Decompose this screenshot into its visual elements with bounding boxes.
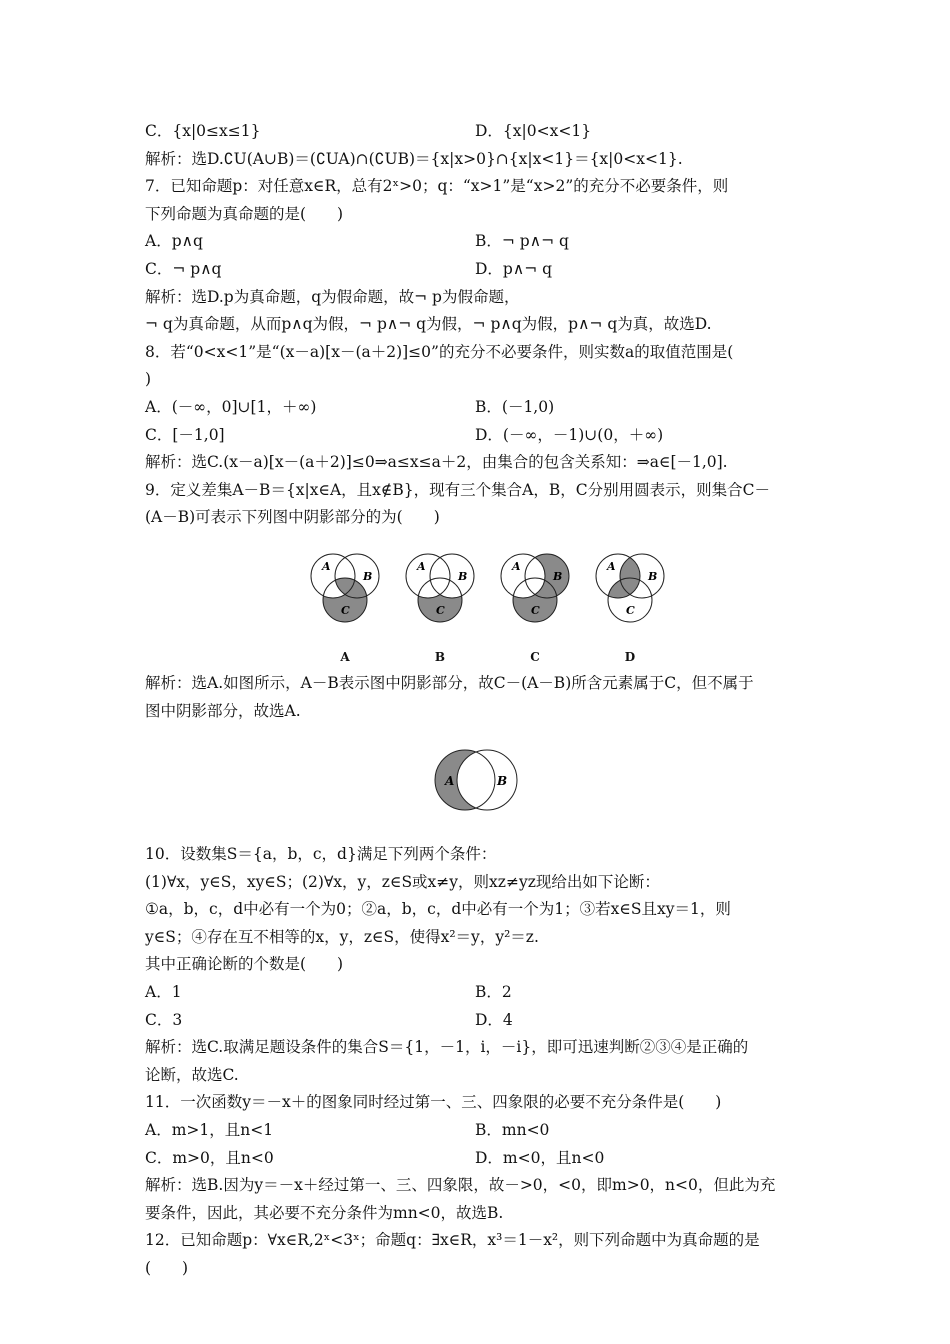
question-12-line1: 12．已知命题p：∀x∈R,2ˣ<3ˣ；命题q：∃x∈R，x³＝1－x²，则下列命题中为真命题的是	[145, 1231, 760, 1250]
solution-7-line1: 解析：选D.p为真命题，q为假命题，故¬ p为假命题，	[145, 287, 520, 306]
option-a: A．p∧q	[145, 232, 203, 251]
option-row	[145, 118, 815, 146]
venn-diagram	[495, 536, 575, 646]
option-b: B．¬ p∧¬ q	[475, 232, 569, 251]
option-c: C．¬ p∧q	[145, 259, 222, 278]
question-8-line2: )	[145, 370, 152, 389]
venn-option-b	[400, 536, 480, 664]
option-b: B．mn<0	[475, 1121, 550, 1140]
option-label: A	[340, 649, 350, 664]
label-a: A	[607, 559, 616, 573]
solution-9-line2: 图中阴影部分，故选A.	[145, 701, 301, 720]
venn-option-a	[305, 536, 385, 664]
question-9-line2: (A－B)可表示下列图中阴影部分的为( )	[145, 508, 440, 527]
solution-6: 解析：选D.∁U(A∪B)＝(∁UA)∩(∁UB)＝{x|x>0}∩{x|x<1}＝{x|0<x<1}.	[145, 149, 683, 168]
option-c: C．m>0，且n<0	[145, 1148, 274, 1167]
solution-11-line2: 要条件，因此，其必要不充分条件为mn<0，故选B.	[145, 1203, 504, 1222]
option-c: C．3	[145, 1010, 183, 1029]
venn-diagram	[305, 536, 385, 646]
option-c: C．{x|0≤x≤1}	[145, 122, 261, 140]
venn-option-d	[590, 536, 670, 664]
solution-9-line1: 解析：选A.如图所示，A－B表示图中阴影部分，故C－(A－B)所含元素属于C，但不属于	[145, 673, 754, 692]
question-7-line2: 下列命题为真命题的是( )	[145, 204, 344, 223]
option-a: A．m>1，且n<1	[145, 1121, 274, 1140]
option-row	[145, 422, 815, 450]
question-10-line5: 其中正确论断的个数是( )	[145, 955, 344, 974]
option-row	[145, 1007, 815, 1035]
label-a: A	[417, 559, 426, 573]
option-row	[145, 1117, 815, 1145]
question-8-line1: 8．若“0<x<1”是“(x－a)[x－(a＋2)]≤0”的充分不必要条件，则实数a的取值范围是(	[145, 342, 734, 361]
option-d: D．4	[475, 1010, 513, 1029]
option-d: D．m<0，且n<0	[475, 1148, 605, 1167]
venn-diagram	[427, 735, 527, 825]
label-b: B	[648, 569, 658, 583]
question-10-line3: ①a，b，c，d中必有一个为0；②a，b，c，d中必有一个为1；③若x∈S且xy＝1，则	[145, 900, 731, 919]
label-b: B	[497, 774, 508, 789]
question-12-line2: ( )	[145, 1259, 189, 1277]
label-a: A	[322, 559, 331, 573]
label-c: C	[436, 603, 445, 617]
solution-10-line2: 论断，故选C.	[145, 1065, 239, 1084]
venn-diagram	[400, 536, 480, 646]
option-d: D．{x|0<x<1}	[475, 122, 592, 140]
question-9-line1: 9．定义差集A－B＝{x|x∈A，且x∉B}，现有三个集合A，B，C分别用圆表示，则集合C－	[145, 480, 770, 499]
venn-diagram	[590, 536, 670, 646]
option-c: C．[－1,0]	[145, 425, 225, 444]
option-d: D．p∧¬ q	[475, 259, 553, 278]
question-11: 11．一次函数y＝－x＋的图象同时经过第一、三、四象限的必要不充分条件是( )	[145, 1093, 722, 1112]
option-label: C	[530, 649, 540, 664]
solution-11-line1: 解析：选B.因为y＝－x＋经过第一、三、四象限，故－>0，<0，即m>0，n<0，但此为充	[145, 1176, 776, 1195]
option-label: B	[434, 649, 446, 664]
question-10-line1: 10．设数集S＝{a，b，c，d}满足下列两个条件：	[145, 845, 497, 864]
option-b: B．2	[475, 983, 512, 1002]
solution-7-line2: ¬ q为真命题，从而p∧q为假，¬ p∧¬ q为假，¬ p∧q为假，p∧¬ q为真，故选D.	[145, 315, 712, 334]
solution-10-line1: 解析：选C.取满足题设条件的集合S＝{1，－1，i，－i}，即可迅速判断②③④是正确的	[145, 1038, 749, 1057]
label-c: C	[531, 603, 540, 617]
solution-8: 解析：选C.(x－a)[x－(a＋2)]≤0⇒a≤x≤a＋2，由集合的包含关系知：⇒a∈[－1,0].	[145, 453, 728, 472]
option-row	[145, 1145, 815, 1173]
option-row	[145, 256, 815, 284]
label-c: C	[626, 603, 635, 617]
question-10-line4: y∈S；④存在互不相等的x，y，z∈S，使得x²＝y，y²＝z.	[145, 927, 539, 946]
option-row	[145, 979, 815, 1007]
label-a: A	[445, 774, 455, 789]
label-b: B	[363, 569, 373, 583]
label-b: B	[458, 569, 468, 583]
option-row	[145, 228, 815, 256]
label-b: B	[553, 569, 563, 583]
option-row	[145, 394, 815, 422]
option-a: A．(－∞，0]∪[1，＋∞)	[145, 397, 317, 416]
venn-options-figure	[145, 536, 815, 670]
option-b: B．(－1,0)	[475, 397, 555, 416]
option-d: D．(－∞，－1)∪(0，＋∞)	[475, 425, 664, 444]
venn-solution-figure	[145, 735, 815, 835]
option-label: D	[624, 649, 636, 664]
document-page	[145, 118, 815, 1283]
question-10-line2: (1)∀x，y∈S，xy∈S；(2)∀x，y，z∈S或x≠y，则xz≠yz现给出如下论断：	[145, 872, 660, 891]
option-a: A．1	[145, 983, 182, 1002]
label-a: A	[512, 559, 521, 573]
label-c: C	[341, 603, 350, 617]
venn-option-c	[495, 536, 575, 664]
question-7-line1: 7．已知命题p：对任意x∈R，总有2ˣ>0；q：“x>1”是“x>2”的充分不必要条件，则	[145, 177, 729, 196]
